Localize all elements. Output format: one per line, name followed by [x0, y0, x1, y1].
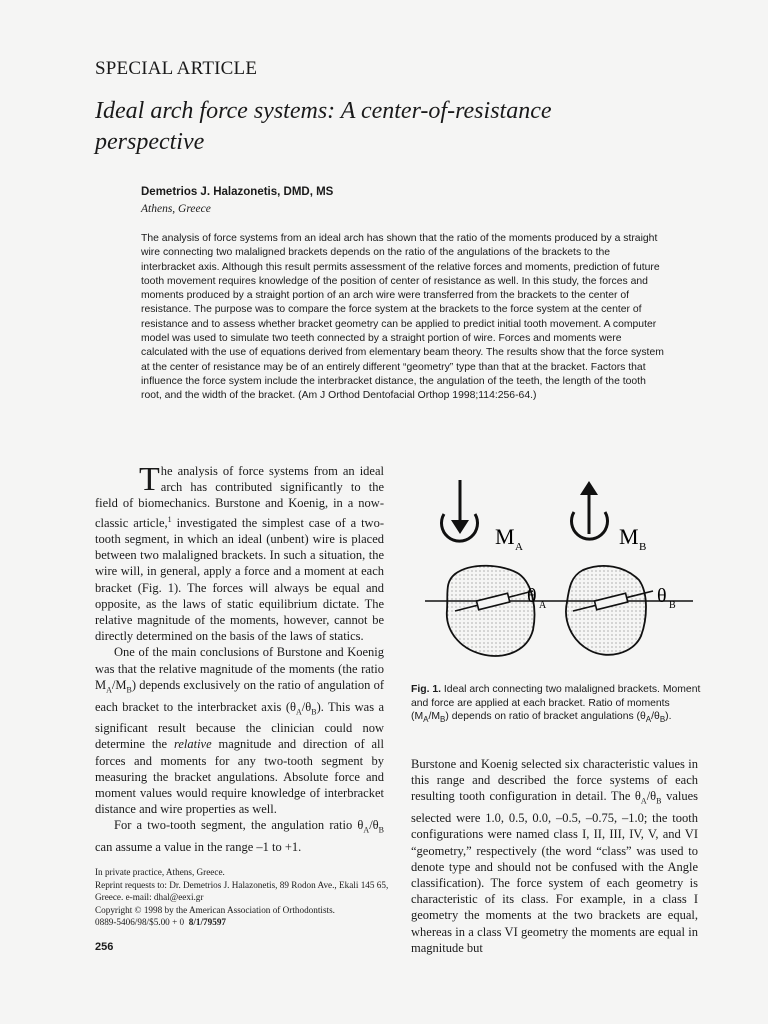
p1-end: investigated the simplest case of a two-tooth segment, in which an ideal (unbent) wire is placed between two malaligned brackets. In such a situation, the wire will, in general, apply a force and a moment at each bracket (Fig. 1). The forces will always be equal and opposite, as the laws of static equilibrium dictate. The relative magnitude of the moments, however, cannot be directly determined on the basis of the laws of statics.	[95, 515, 384, 644]
label-theta-b: θ	[657, 585, 667, 607]
caption-a: Ideal arch connecting two malaligned brackets. Moment and force are applied at each bracket. Ratio of moments (M	[411, 684, 701, 722]
label-theta-b-sub: B	[669, 600, 676, 611]
right-sub-a: A	[640, 796, 647, 806]
caption-sub-b: B	[440, 715, 446, 725]
caption-d: /θ	[651, 711, 660, 722]
p2-a: One of the main conclusions of Burstone and Koenig was that the relative magnitude of the moments (the ratio M	[95, 645, 384, 692]
p2-sub-a: A	[106, 685, 112, 695]
p2-italic: relative	[173, 737, 212, 752]
caption-e: ).	[665, 711, 672, 722]
footnote-code	[95, 916, 395, 929]
article-title: Ideal arch force systems: A center-of-resistance perspective	[95, 98, 552, 155]
caption-sub-a2: A	[645, 715, 652, 725]
right-b: /θ	[646, 789, 657, 804]
p2-c: ) depends exclusively on the ratio of angulation of each bracket to the interbracket axis (θ	[95, 677, 384, 714]
footnote-practice: In private practice, Athens, Greece.	[95, 867, 225, 877]
footnote-copyright: Copyright © 1998 by the American Association of Orthodontists.	[95, 904, 335, 915]
left-column	[95, 463, 384, 855]
right-paragraph	[411, 756, 698, 956]
p2-f: magnitude and direction of all forces and moments for any two-tooth segment by measuring the bracket angulations. Absolute force and moment values would require knowledge of interbracket distance and wire properties as well.	[95, 737, 384, 817]
label-ma-sub: A	[515, 541, 523, 553]
caption-sub-a: A	[423, 715, 429, 725]
paragraph-3	[95, 817, 384, 855]
footnotes	[95, 866, 395, 929]
ref-1: 1	[167, 514, 172, 524]
author-name: Demetrios J. Halazonetis, DMD, MS	[141, 186, 334, 198]
p2-sub-a2: A	[295, 707, 302, 716]
figure-1	[411, 470, 701, 660]
paragraph-1	[95, 463, 384, 644]
drop-cap: T	[139, 461, 160, 498]
p3-sub-b: B	[378, 825, 384, 835]
p2-e: ). This was a significant result because the clinician could now determine the	[95, 699, 384, 752]
figure-caption	[411, 683, 701, 727]
p3-a: For a two-tooth segment, the angulation ratio θ	[114, 818, 364, 833]
p3-sub-a: A	[363, 825, 370, 835]
author-location: Athens, Greece	[141, 203, 211, 215]
caption-sub-b2: B	[659, 715, 666, 725]
right-a: Burstone and Koenig selected six characteristic values in this range and described the force systems of each resulting tooth configuration in detail. The θ	[411, 757, 698, 804]
footnote-code-text: 0889-5406/98/$5.00 + 0	[95, 917, 185, 927]
p2-sub-b: B	[126, 685, 132, 695]
label-mb: M	[619, 524, 639, 549]
p2-b: /M	[111, 677, 127, 692]
tooth-a-shape	[447, 566, 535, 656]
p3-c: can assume a value in the range –1 to +1.	[95, 840, 302, 855]
label-ma: M	[495, 524, 515, 549]
p3-b: /θ	[369, 818, 379, 833]
figure-1-diagram	[411, 470, 701, 660]
right-sub-b: B	[656, 796, 662, 806]
label-mb-sub: B	[639, 541, 647, 553]
caption-label: Fig. 1.	[411, 684, 442, 695]
caption-c: ) depends on ratio of bracket angulations (θ	[445, 711, 646, 722]
label-theta-a: θ	[527, 585, 537, 607]
caption-b: /M	[428, 711, 441, 722]
section-label: SPECIAL ARTICLE	[95, 58, 258, 79]
p2-d: /θ	[301, 699, 312, 714]
page-number: 256	[95, 941, 114, 953]
right-c: values selected were 1.0, 0.5, 0.0, –0.5, –0.75, –1.0; the tooth configurations were named class I, II, III, IV, V, and VI “geometry,” respectively (the word “class” was used to denote type and should not be confused with the Angle classification). The force system of each geometry is characteristic of its class. For example, in a class I geometry the moments at the two brackets are equal, whereas in a class VI geometry the moments are equal in magnitude but	[411, 789, 699, 955]
p1-text: he analysis of force systems from an ideal arch has contributed significantly to the field of biomechanics. Burstone and Koenig, in a now-classic article,	[95, 464, 384, 530]
label-theta-a-sub: A	[539, 600, 547, 611]
abstract: The analysis of force systems from an ideal arch has shown that the ratio of the moments produced by a straight wire connecting two malaligned brackets depends on the ratio of the angulations of the brackets to the interbracket axis. Although this result permits assessment of the relative forces and moments, prediction of future tooth movement requires knowledge of the position of center of resistance as well. In this study, the forces and moments produced by a straight portion of an arch wire were transferred from the brackets to the center of resistance. The purpose was to compare the force system at the brackets to the force system at the center of resistance and to assess whether bracket geometry can be applied to predict initial tooth movement. A computer model was used to simulate two teeth connected by a straight portion of wire. Forces and moments were calculated with the use of equations derived from elementary beam theory. The results show that the force system at the center of resistance may be of an entirely different “geometry” type than that at the bracket. Factors that influence the force system include the interbracket distance, the angulation of the teeth, the length of the tooth root, and the width of the bracket. (Am J Orthod Dentofacial Orthop 1998;114:256-64.)	[141, 233, 664, 402]
right-column	[411, 756, 698, 956]
moment-b-icon	[572, 481, 608, 539]
moment-a-icon	[442, 480, 478, 541]
paragraph-2	[95, 644, 384, 817]
footnote-reprint: Reprint requests to: Dr. Demetrios J. Halazonetis, 89 Rodon Ave., Ekali 145 65, Greece. e-mail: dhal@eexi.gr	[95, 879, 389, 902]
footnote-code-bold: 8/1/79597	[188, 917, 227, 927]
p2-sub-b2: B	[311, 707, 317, 716]
